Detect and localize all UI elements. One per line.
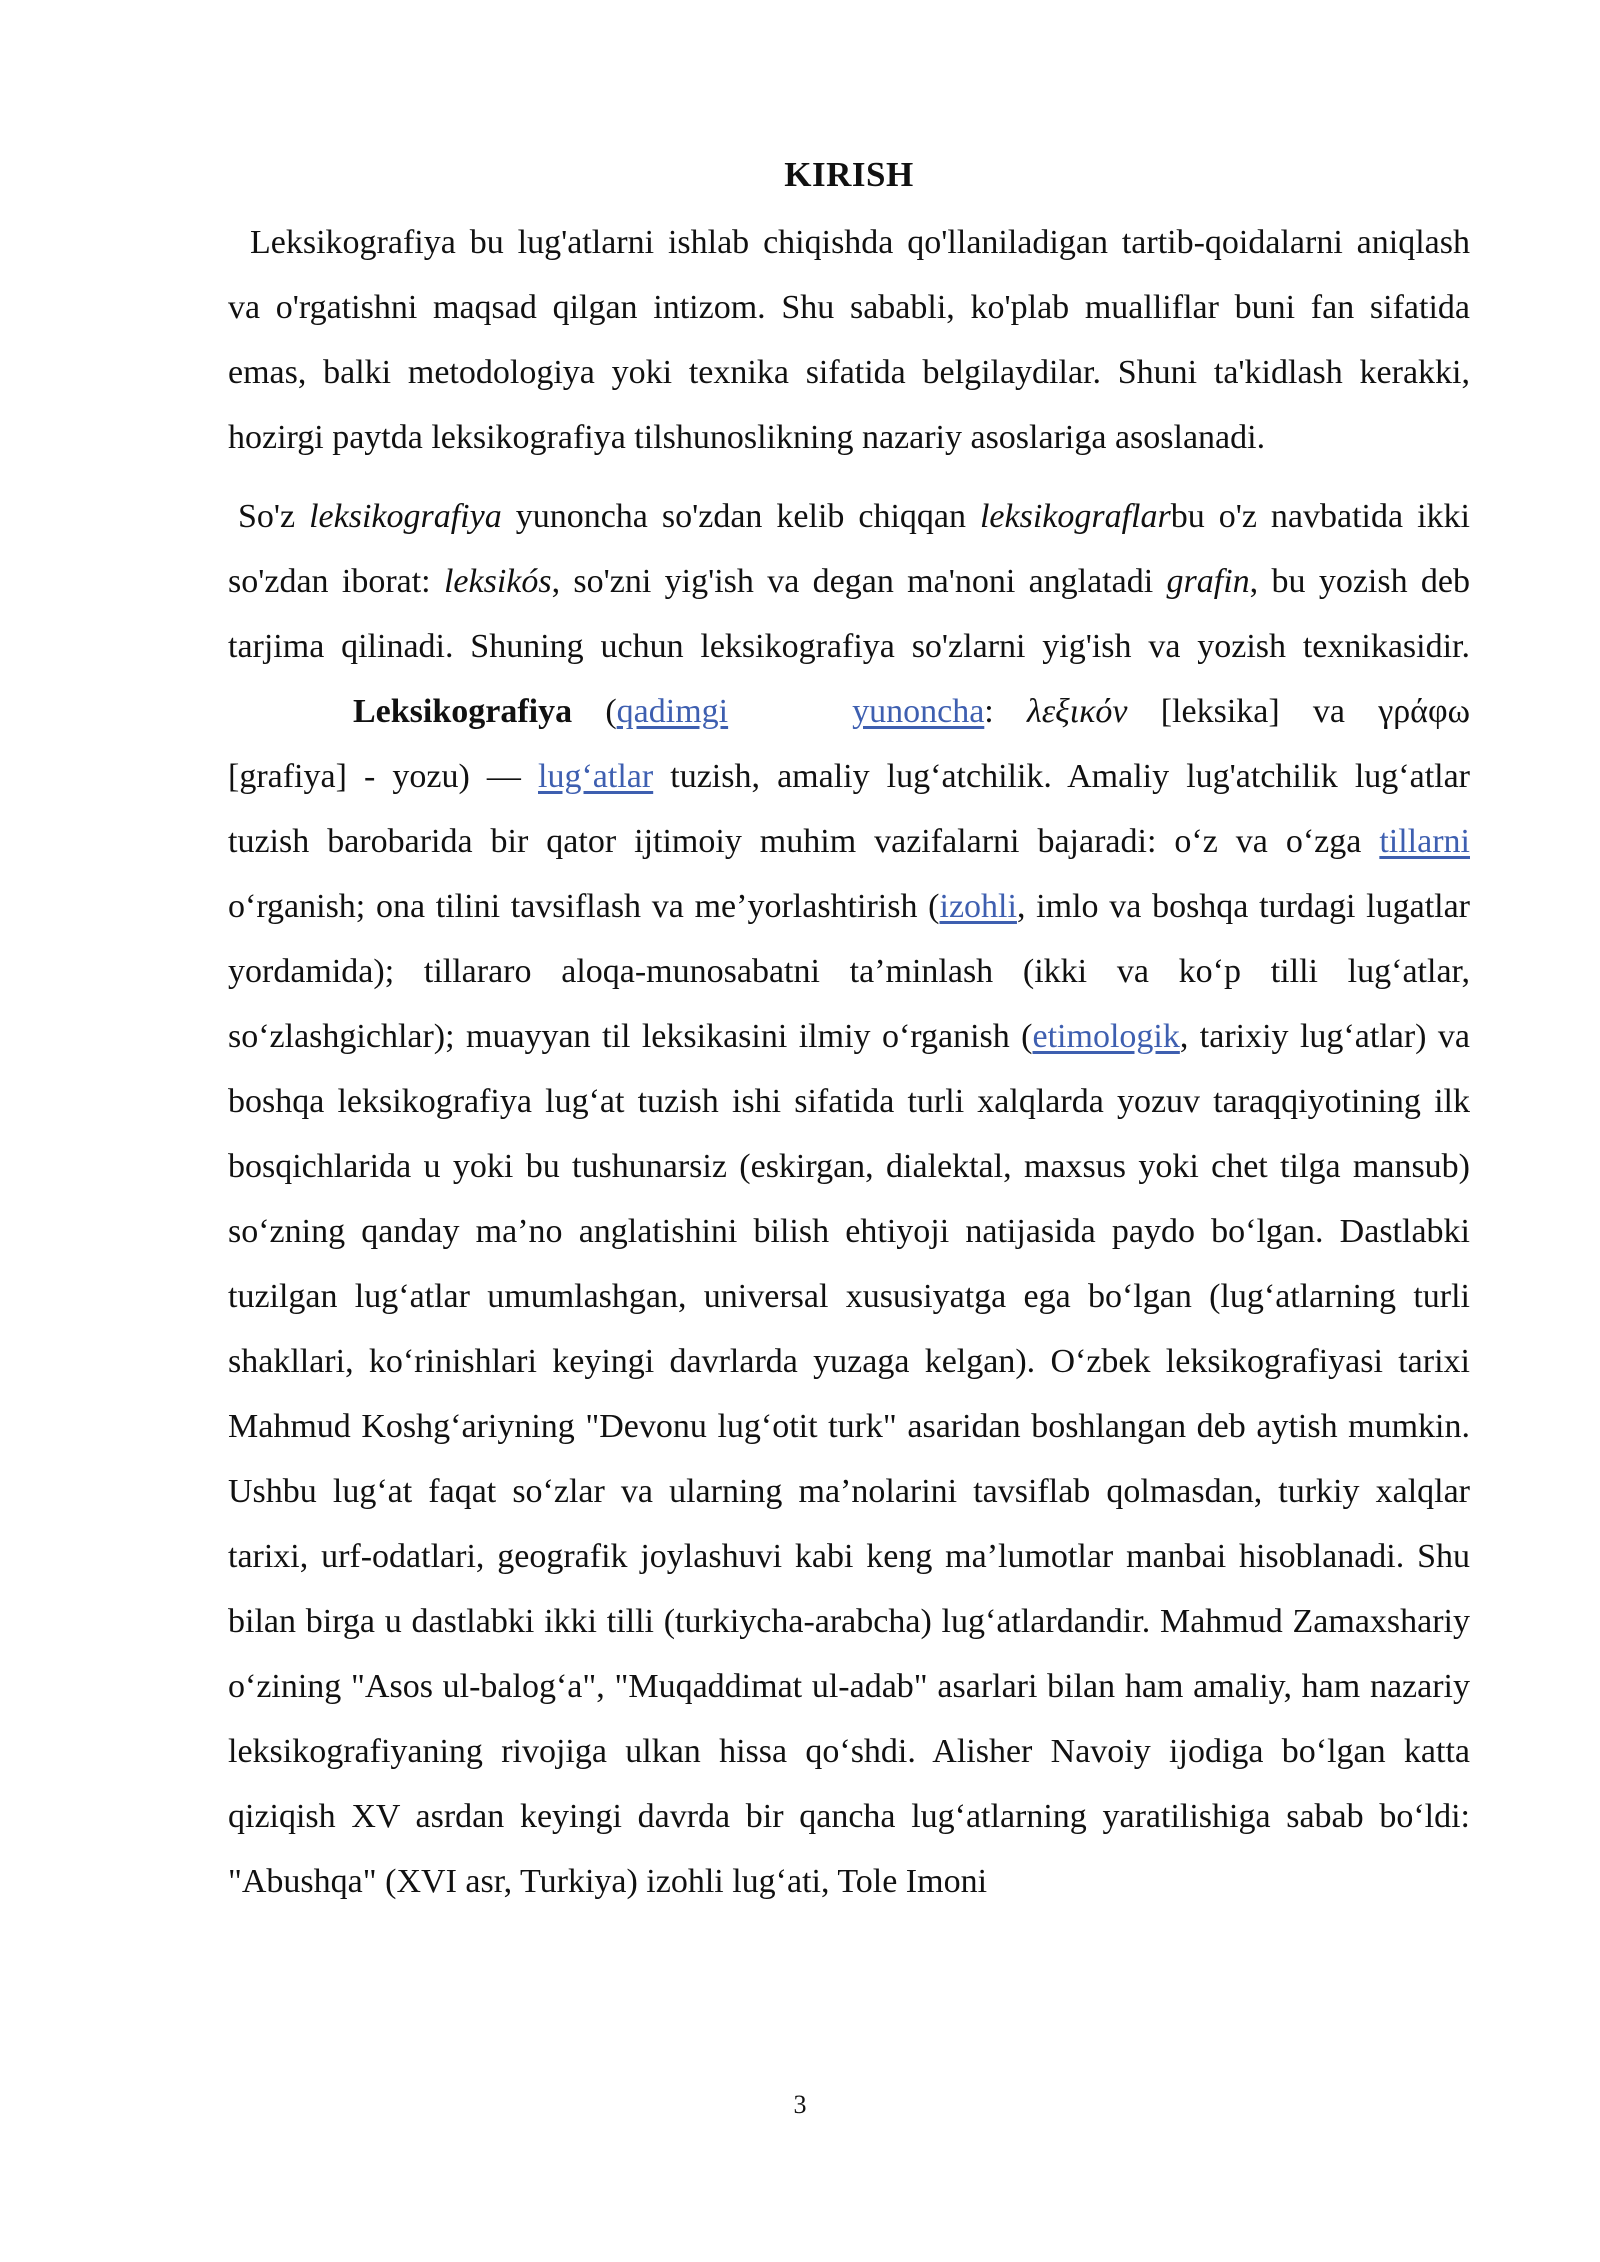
text-run: So'z [238, 498, 310, 535]
text-run: , tarixiy lug‘atlar) va boshqa leksikografiya lug‘at tuzish ishi sifatida turli xalqlarda yozuv taraqqiyotining ilk bosqichlarida u yoki bu tushunarsiz (eskirgan, dialektal, maxsus yoki chet tilga mansub) so‘zning qanday ma’no anglatishini bilish ehtiyoji natijasida paydo bo‘lgan. Dastlabki tuzilgan lug‘atlar umumlashgan, universal xususiyatga ega bo‘lgan (lug‘atlarning turli shakllari, ko‘rinishlari keyingi davrlarda yuzaga kelgan). O‘zbek leksikografiyasi tarixi Mahmud Koshg‘ariyning "Devonu lug‘otit turk" asaridan boshlangan deb aytish mumkin. Ushbu lug‘at faqat so‘zlar va ularning ma’nolarini tavsiflab qolmasdan, turkiy xalqlar tarixi, urf-odatlari, geografik joylashuvi kabi keng ma’lumotlar manbai hisoblanadi. Shu bilan birga u dastlabki ikki tilli (turkiycha-arabcha) lug‘atlardandir. Mahmud Zamaxshariy o‘zining "Asos ul-balog‘a", "Muqaddimat ul-adab" asarlari bilan ham amaliy, ham nazariy leksikografiyaning rivojiga ulkan hissa qo‘shdi. Alisher Navoiy ijodiga bo‘lgan katta qiziqish XV asrdan keyingi davrda bir qancha lug‘atlarning yaratilishiga sabab bo‘ldi: "Abushqa" (XVI asr, Turkiya) izohli lug‘ati, Tole Imoni [228, 1018, 1470, 1900]
term-grafin: grafin [1166, 563, 1250, 600]
text-run: , so'zni yig'ish va degan ma'noni anglatadi [551, 563, 1167, 600]
term-leksikos: leksikós [443, 563, 552, 600]
link-tillarni[interactable]: tillarni [1379, 823, 1470, 860]
paragraph-intro: Leksikografiya bu lug'atlarni ishlab chiqishda qo'llaniladigan tartib-qoidalarni aniqlash va o'rgatishni maqsad qilgan intizom. Shu sababli, ko'plab mualliflar buni fan sifatida emas, balki metodologiya yoki texnika sifatida belgilaydilar. Shuni ta'kidlash kerakki, hozirgi paytda leksikografiya tilshunoslikning nazariy asoslariga asoslanadi. [228, 224, 1470, 456]
link-izohli[interactable]: izohli [939, 888, 1017, 925]
link-text-yunoncha: yunoncha [852, 693, 985, 730]
text-run: , bu yozish deb tarjima qilinadi. Shuning uchun leksikografiya so'zlarni yig'ish va yozish texnikasidir. [228, 563, 1470, 665]
text-run: , imlo va boshqa turdagi lugatlar yordamida); tillararo aloqa-munosabatni ta’minlash (ikki va ko‘p tilli lug‘atlar, so‘zlashgichlar); muayyan til leksikasini ilmiy o‘rganish ( [228, 888, 1470, 1055]
page-number: 3 [793, 2090, 807, 2119]
text-run: yunoncha so'zdan kelib chiqqan [501, 498, 980, 535]
term-leksikografiya-bold: Leksikografiya [353, 693, 573, 730]
text-run: tuzish, amaliy lug‘atchilik. Amaliy lug'atchilik lug‘atlar tuzish barobarida bir qator ijtimoiy muhim vazifalarni bajaradi: o‘z va o‘zga [228, 758, 1470, 860]
text-run: o‘rganish; ona tilini tavsiflash va me’yorlashtirish ( [228, 888, 940, 925]
section-heading: KIRISH [784, 155, 914, 194]
term-leksikografiya: leksikografiya [309, 498, 502, 535]
text-run: [leksika] va γράφω [grafiya] - yozu) — [228, 693, 1471, 795]
text-run: : [984, 693, 1027, 730]
link-text-qadimgi: qadimgi [616, 693, 729, 730]
link-etimologik[interactable]: etimologik [1032, 1018, 1180, 1055]
term-leksikograflar: leksikograflar [979, 498, 1171, 535]
text-run: bu o'z navbatida ikki so'zdan iborat: [228, 498, 1470, 600]
link-qadimgi-yunoncha[interactable] [617, 693, 985, 730]
link-lugatlar[interactable]: lug‘atlar [538, 758, 654, 795]
paragraph-etymology [228, 484, 1470, 1914]
text-run: ( [572, 693, 617, 730]
term-greek-lexikon: λεξικόν [1026, 693, 1128, 730]
